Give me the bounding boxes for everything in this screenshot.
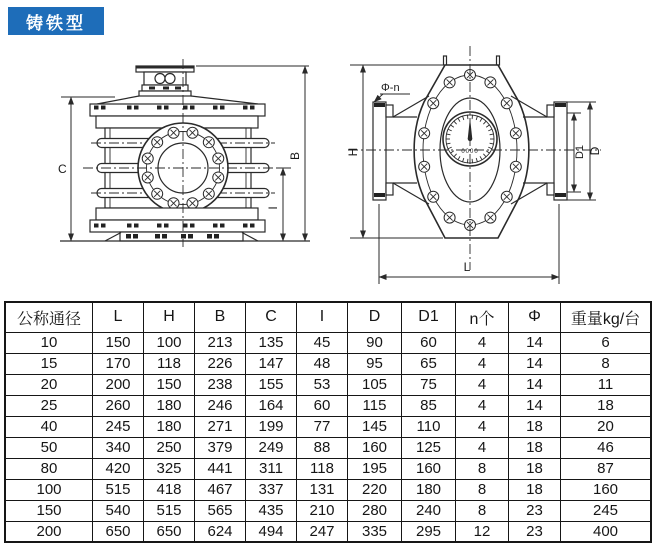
table-cell: 213 [195,332,246,353]
table-cell: 418 [144,479,195,500]
table-cell: 240 [402,500,456,521]
dim-label-b: B [288,151,302,161]
table-cell: 337 [246,479,297,500]
table-cell: 180 [144,395,195,416]
table-cell: 8 [561,353,652,374]
table-cell: 77 [297,416,348,437]
table-cell: 160 [561,479,652,500]
front-view-drawing [333,40,655,292]
table-cell: 650 [93,521,144,542]
table-cell: 18 [509,458,561,479]
dim-label-d1: D1 [574,144,586,160]
table-cell: 147 [246,353,297,374]
table-cell: 10 [5,332,93,353]
table-cell: 295 [402,521,456,542]
table-cell: 210 [297,500,348,521]
table-cell: 150 [144,374,195,395]
table-cell: 90 [348,332,402,353]
column-header: D1 [402,302,456,332]
table-row [5,353,651,374]
table-cell: 200 [93,374,144,395]
table-cell: 565 [195,500,246,521]
table-cell: 125 [402,437,456,458]
table-cell: 14 [509,353,561,374]
table-cell: 46 [561,437,652,458]
table-cell: 271 [195,416,246,437]
table-cell: 467 [195,479,246,500]
table-cell: 12 [456,521,509,542]
table-cell: 14 [509,332,561,353]
table-cell: 95 [348,353,402,374]
table-cell: 8 [456,500,509,521]
table-cell: 60 [297,395,348,416]
table-cell: 18 [509,479,561,500]
table-cell: 4 [456,437,509,458]
table-header-row [5,302,651,332]
table-cell: 4 [456,353,509,374]
table-cell: 48 [297,353,348,374]
table-cell: 100 [5,479,93,500]
table-cell: 246 [195,395,246,416]
column-header: B [195,302,246,332]
table-cell: 4 [456,332,509,353]
dim-label-phi-n: Φ-n [381,82,400,94]
table-cell: 25 [5,395,93,416]
table-cell: 200 [5,521,93,542]
table-cell: 18 [509,437,561,458]
table-cell: 160 [348,437,402,458]
table-cell: 110 [402,416,456,437]
table-cell: 250 [144,437,195,458]
table-cell: 245 [561,500,652,521]
table-cell: 238 [195,374,246,395]
table-cell: 280 [348,500,402,521]
table-cell: 400 [561,521,652,542]
table-cell: 247 [297,521,348,542]
table-cell: 87 [561,458,652,479]
table-cell: 494 [246,521,297,542]
table-cell: 150 [93,332,144,353]
column-header: 重量kg/台 [561,302,652,332]
table-cell: 340 [93,437,144,458]
table-cell: 88 [297,437,348,458]
table-cell: 75 [402,374,456,395]
table-cell: 118 [297,458,348,479]
table-cell: 20 [5,374,93,395]
table-cell: 23 [509,500,561,521]
dial-counter: 0000 [461,149,479,155]
table-cell: 105 [348,374,402,395]
table-row [5,416,651,437]
dimension-table [4,301,652,543]
table-cell: 85 [402,395,456,416]
table-cell: 115 [348,395,402,416]
table-cell: 195 [348,458,402,479]
dim-label-d: D [588,146,602,156]
table-cell: 6 [561,332,652,353]
table-cell: 40 [5,416,93,437]
table-cell: 4 [456,374,509,395]
table-cell: 624 [195,521,246,542]
table-cell: 379 [195,437,246,458]
column-header: Φ [509,302,561,332]
table-cell: 435 [246,500,297,521]
table-cell: 180 [402,479,456,500]
column-header: n个 [456,302,509,332]
meter-body [90,104,275,241]
table-row [5,521,651,542]
table-cell: 80 [5,458,93,479]
table-row [5,500,651,521]
table-cell: 441 [195,458,246,479]
table-cell: 245 [93,416,144,437]
table-row [5,437,651,458]
type-badge: 铸铁型 [8,7,104,35]
table-cell: 170 [93,353,144,374]
table-cell: 420 [93,458,144,479]
table-cell: 220 [348,479,402,500]
column-header: H [144,302,195,332]
table-cell: 180 [144,416,195,437]
table-cell: 135 [246,332,297,353]
dim-label-c: C [58,162,67,176]
table-cell: 14 [509,395,561,416]
side-view-drawing [53,47,315,252]
table-cell: 226 [195,353,246,374]
table-cell: 164 [246,395,297,416]
table-cell: 145 [348,416,402,437]
table-row [5,458,651,479]
column-header: D [348,302,402,332]
table-cell: 515 [93,479,144,500]
table-cell: 650 [144,521,195,542]
table-cell: 50 [5,437,93,458]
table-row [5,395,651,416]
table-row [5,332,651,353]
dim-label-i: I [266,206,280,210]
table-cell: 53 [297,374,348,395]
table-cell: 15 [5,353,93,374]
table-cell: 155 [246,374,297,395]
table-cell: 540 [93,500,144,521]
table-cell: 14 [509,374,561,395]
table-cell: 20 [561,416,652,437]
table-cell: 45 [297,332,348,353]
table-cell: 311 [246,458,297,479]
table-cell: 118 [144,353,195,374]
table-cell: 160 [402,458,456,479]
table-cell: 100 [144,332,195,353]
table-cell: 131 [297,479,348,500]
column-header: I [297,302,348,332]
table-cell: 65 [402,353,456,374]
column-header: C [246,302,297,332]
table-cell: 260 [93,395,144,416]
table-cell: 150 [5,500,93,521]
table-cell: 335 [348,521,402,542]
table-row [5,479,651,500]
table-cell: 18 [509,416,561,437]
table-cell: 23 [509,521,561,542]
table-cell: 249 [246,437,297,458]
column-header: L [93,302,144,332]
column-header: 公称通径 [5,302,93,332]
table-cell: 8 [456,458,509,479]
table-cell: 515 [144,500,195,521]
table-cell: 8 [456,479,509,500]
table-cell: 325 [144,458,195,479]
dim-label-l: L [463,260,471,274]
table-cell: 199 [246,416,297,437]
table-cell: 4 [456,416,509,437]
table-cell: 4 [456,395,509,416]
dim-label-h: H [346,147,360,157]
table-row [5,374,651,395]
table-body [5,332,651,542]
table-cell: 18 [561,395,652,416]
table-cell: 60 [402,332,456,353]
table-cell: 11 [561,374,652,395]
register-counter [136,66,194,96]
